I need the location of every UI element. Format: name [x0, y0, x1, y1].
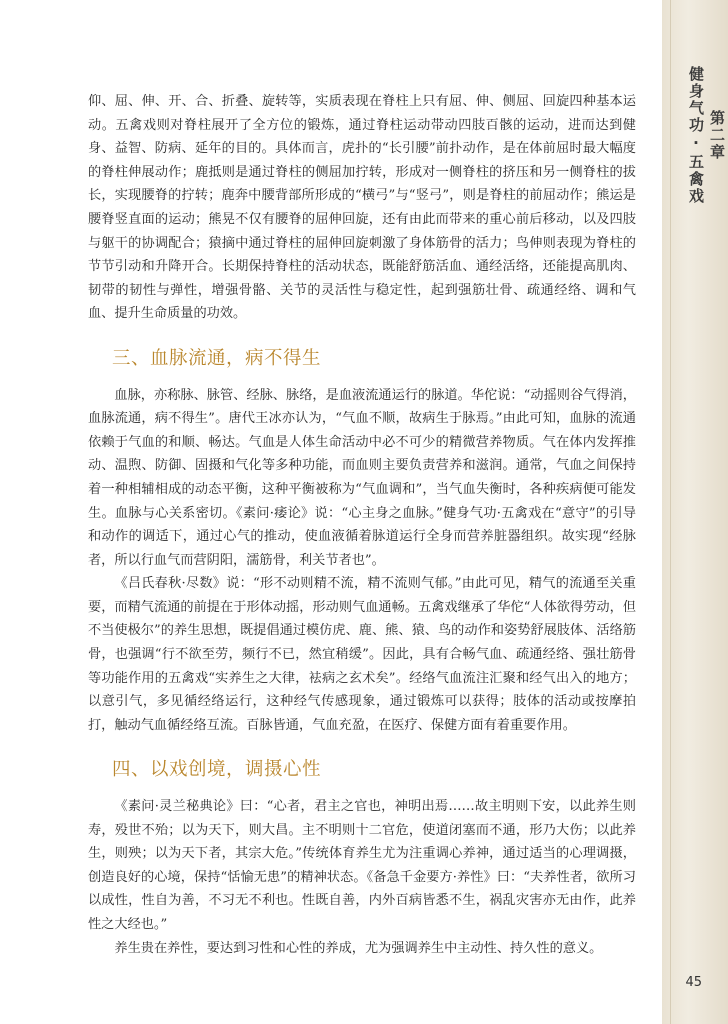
- page-body: [88, 90, 636, 960]
- section-heading-blood-circulation: 三、血脉流通，病不得生: [112, 347, 322, 369]
- chapter-sidebar: [662, 0, 728, 1024]
- paragraph-spine-movement: 仰、屈、伸、开、合、折叠、旋转等，实质表现在脊柱上只有屈、伸、侧屈、回旋四种基本运动。五禽戏则对脊柱展开了全方位的锻炼，通过脊柱运动带动四肢百骸的运动，进而达到健身、益智、防病、延年的目的。具体而言，虎扑的“长引腰”前扑动作，是在体前屈时最大幅度的脊柱伸展动作；鹿抵则是通过脊柱的侧屈加拧转，形成对一侧脊柱的挤压和另一侧脊柱的拔长，实现腰脊的拧转；鹿奔中腰背部所形成的“横弓”与“竖弓”，则是脊柱的前屈动作；熊运是腰脊竖直面的运动；熊晃不仅有腰脊的屈伸回旋，还有由此而带来的重心前后移动，以及四肢与躯干的协调配合；猿摘中通过脊柱的屈伸回旋刺激了身体筋骨的活力；鸟伸则表现为脊柱的节节引动和升降开合。长期保持脊柱的活动状态，既能舒筋活血、通经活络，还能提高肌肉、韧带的韧性与弹性，增强骨骼、关节的灵活性与稳定性，起到强筋壮骨、疏通经络、调和气血、提升生命质量的功效。: [88, 94, 636, 322]
- page-number: 45: [685, 975, 702, 990]
- chapter-number: 第二章: [708, 110, 726, 161]
- chapter-title: 健身气功·五禽戏: [687, 66, 705, 205]
- chapter-heading-vertical: [662, 66, 728, 205]
- paragraph-lushi-chunqiu: 《吕氏春秋·尽数》说：“形不动则精不流，精不流则气郁。”由此可见，精气的流通至关重要，而精气流通的前提在于形体动摇，形动则气血通畅。五禽戏继承了华佗“人体欲得劳动，但不当使极尔”的养生思想，既提倡通过模仿虎、鹿、熊、猿、鸟的动作和姿势舒展肢体、活络筋骨，也强调“行不欲至劳，频行不已，然宜稍缓”。因此，具有合畅气血、疏通经络、强壮筋骨等功能作用的五禽戏“实养生之大律，袪病之玄术矣”。经络气血流注汇聚和经气出入的地方；以意引气，多见循经络运行，这种经气传感现象，通过锻炼可以获得；肢体的活动或按摩拍打，触动气血循经络互流。百脉皆通，气血充盈，在医疗、保健方面有着重要作用。: [88, 576, 636, 733]
- paragraph-blood-vessels: 血脉，亦称脉、脉管、经脉、脉络，是血液流通运行的脉道。华佗说：“动摇则谷气得消，血脉流通，病不得生”。唐代王冰亦认为，“气血不顺，故病生于脉焉。”由此可知，血脉的流通依赖于气血的和顺、畅达。气血是人体生命活动中必不可少的精微营养物质。气在体内发挥推动、温煦、防御、固摄和气化等多种功能，而血则主要负责营养和滋润。通常，气血之间保持着一种相辅相成的动态平衡，这种平衡被称为“气血调和”，当气血失衡时，各种疾病便可能发生。血脉与心关系密切。《素问·痿论》说：“心主身之血脉。”健身气功·五禽戏在“意守”的引导和动作的调适下，通过心气的推动，使血液循着脉道运行全身而营养脏器组织。故实现“经脉者，所以行血气而营阴阳，濡筋骨，利关节者也”。: [88, 387, 636, 568]
- section-heading-mind-cultivation: 四、以戏创境，调摄心性: [112, 759, 322, 781]
- paragraph-suwen-quote: 《素问·灵兰秘典论》曰：“心者，君主之官也，神明出焉……故主明则下安，以此养生则寿，殁世不殆；以为天下，则大昌。主不明则十二官危，使道闭塞而不通，形乃大伤；以此养生，则殃；以为天下者，其宗大危。”传统体育养生尤为注重调心养神，通过适当的心理调摄，创造良好的心境，保持“恬愉无患”的精神状态。《备急千金要方·养性》曰：“夫养性者，欲所习以成性，性自为善，不习无不利也。性既自善，内外百病皆悉不生，祸乱灾害亦无由作，此养性之大经也。”: [88, 799, 636, 932]
- paragraph-nurturing-nature: 养生贵在养性，要达到习性和心性的养成，尤为强调养生中主动性、持久性的意义。: [114, 940, 603, 956]
